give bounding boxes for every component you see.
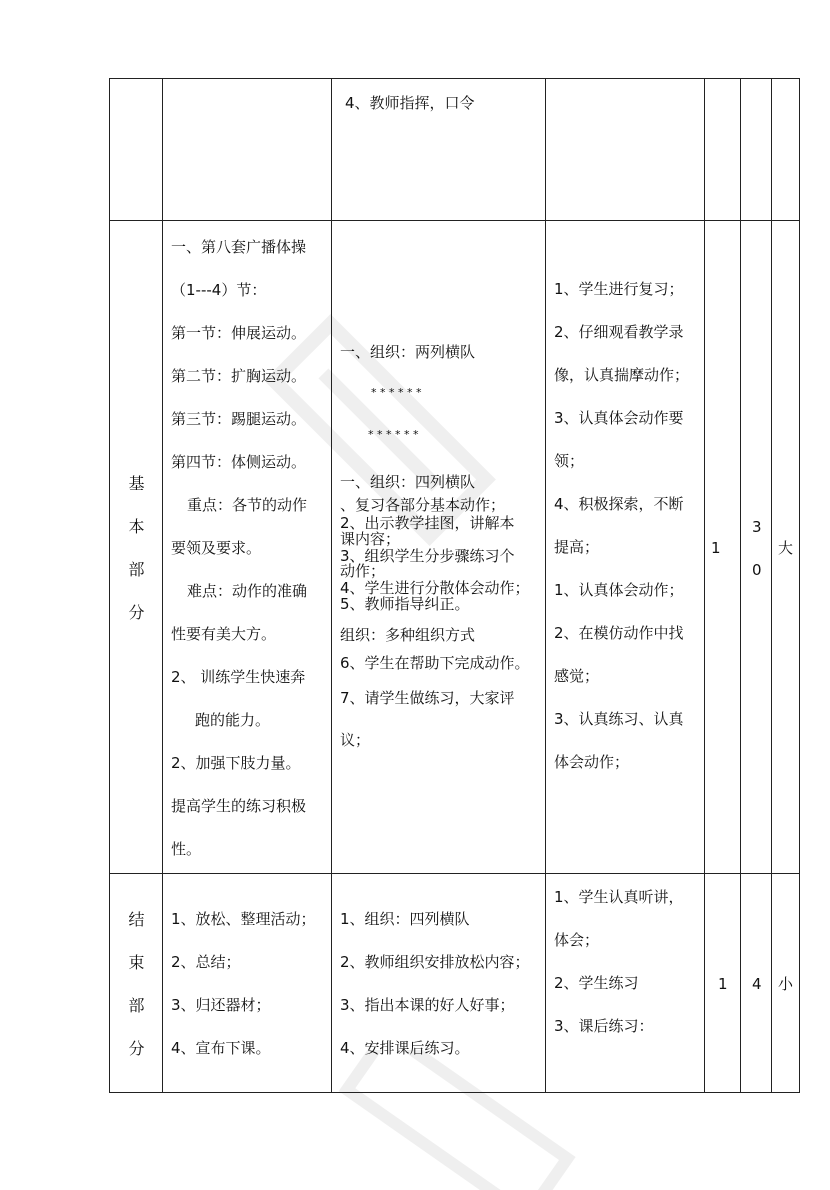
table-row-end (110, 874, 800, 1093)
section-label-end: 结 束 部 分 (110, 874, 163, 1093)
content-line: 第一节：伸展运动。 (171, 324, 307, 342)
section-label-basic: 基 本 部 分 (110, 221, 163, 874)
content-line: 2、 训练学生快速奔 (171, 668, 306, 686)
method-line: 3、组织学生分步骤练习个 (340, 547, 515, 565)
method-line: 2、教师组织安排放松内容； (340, 953, 530, 971)
content-line: 2、总结； (171, 953, 241, 971)
student-line: 1、学生认真听讲， (554, 888, 684, 906)
student-line: 1、认真体会动作； (554, 581, 684, 599)
method-line: 一、组织：四列横队 (340, 473, 476, 491)
student-line: 2、学生练习 (554, 974, 639, 992)
method-line: 一、组织：两列横队 (340, 343, 476, 361)
student-line: 3、认真练习、认真 (554, 710, 684, 728)
student-line: 3、认真体会动作要 (554, 409, 684, 427)
content-cell-end (163, 874, 332, 1093)
student-cell-end (546, 874, 705, 1093)
student-cell-basic (546, 221, 705, 874)
content-cell-basic (163, 221, 332, 874)
student-line: 领； (554, 452, 585, 470)
student-line: 2、仔细观看教学录 (554, 323, 684, 341)
intensity-cell-end (772, 874, 800, 1093)
method-line: 组织：多种组织方式 (340, 626, 476, 644)
method-line: 2、出示教学挂图，讲解本 (340, 514, 515, 532)
method-cell (332, 79, 546, 221)
student-line: 像，认真揣摩动作； (554, 366, 690, 384)
method-line: 4、安排课后练习。 (340, 1039, 470, 1057)
lesson-plan-table (109, 78, 800, 1093)
times-cell (705, 79, 741, 221)
times-cell-end (705, 874, 741, 1093)
times-cell-basic (705, 221, 741, 874)
section-cell (110, 79, 163, 221)
content-line: 重点：各节的动作 (187, 496, 308, 514)
student-line: 体会动作； (554, 753, 630, 771)
method-line: 1、组织：四列横队 (340, 910, 470, 928)
method-line: 课内容； (340, 530, 401, 548)
student-line: 3、课后练习： (554, 1017, 654, 1035)
content-line: 一、第八套广播体操 (171, 238, 307, 256)
student-line: 4、积极探索，不断 (554, 495, 684, 513)
method-cell-basic (332, 221, 546, 874)
minutes-digit: 0 (752, 561, 762, 579)
method-line: 7、请学生做练习，大家评 (340, 689, 515, 707)
content-line: 要领及要求。 (171, 539, 262, 557)
method-line: 6、学生在帮助下完成动作。 (340, 654, 530, 672)
content-line: 跑的能力。 (195, 711, 271, 729)
table-row-basic (110, 221, 800, 874)
minutes-cell (741, 79, 772, 221)
student-cell (546, 79, 705, 221)
content-line: 难点：动作的准确 (187, 582, 308, 600)
method-line: 4、学生进行分散体会动作； (340, 579, 530, 597)
content-line: 1、放松、整理活动； (171, 910, 316, 928)
method-line: 3、指出本课的好人好事； (340, 996, 515, 1014)
content-line: 第四节：体侧运动。 (171, 453, 307, 471)
content-line: 第三节：踢腿运动。 (171, 410, 307, 428)
student-line: 提高； (554, 538, 600, 556)
formation-stars: * * * * * * (368, 428, 419, 441)
content-line: 4、宣布下课。 (171, 1039, 271, 1057)
student-line: 2、在模仿动作中找 (554, 624, 684, 642)
method-line: 5、教师指导纠正。 (340, 595, 470, 613)
method-line: 、复习各部分基本动作； (340, 496, 506, 514)
content-line: 3、归还器材； (171, 996, 271, 1014)
student-line: 体会； (554, 931, 600, 949)
content-line: 2、加强下肢力量。 (171, 754, 301, 772)
minutes-cell-end (741, 874, 772, 1093)
times-value: 1 (718, 975, 728, 993)
intensity-cell (772, 79, 800, 221)
content-line: 提高学生的练习积极 (171, 797, 307, 815)
student-line: 感觉； (554, 667, 600, 685)
method-line: 议； (340, 731, 371, 749)
intensity-value: 小 (778, 975, 794, 993)
intensity-value: 大 (778, 539, 794, 557)
student-line: 1、学生进行复习； (554, 280, 684, 298)
formation-stars: * * * * * * (371, 386, 422, 399)
content-line: 第二节：扩胸运动。 (171, 367, 307, 385)
content-line: 性。 (171, 840, 202, 858)
content-line: （1---4）节： (171, 281, 267, 299)
method-line: 动作； (340, 562, 386, 580)
table-row-continuation (110, 79, 800, 221)
method-cell-end (332, 874, 546, 1093)
content-line: 性要有美大方。 (171, 625, 277, 643)
intensity-cell-basic (772, 221, 800, 874)
times-value: 1 (711, 539, 721, 557)
minutes-cell-basic (741, 221, 772, 874)
content-cell (163, 79, 332, 221)
method-line: 4、教师指挥，口令 (345, 94, 475, 112)
minutes-digit: 3 (752, 518, 762, 536)
minutes-value: 4 (752, 975, 762, 993)
